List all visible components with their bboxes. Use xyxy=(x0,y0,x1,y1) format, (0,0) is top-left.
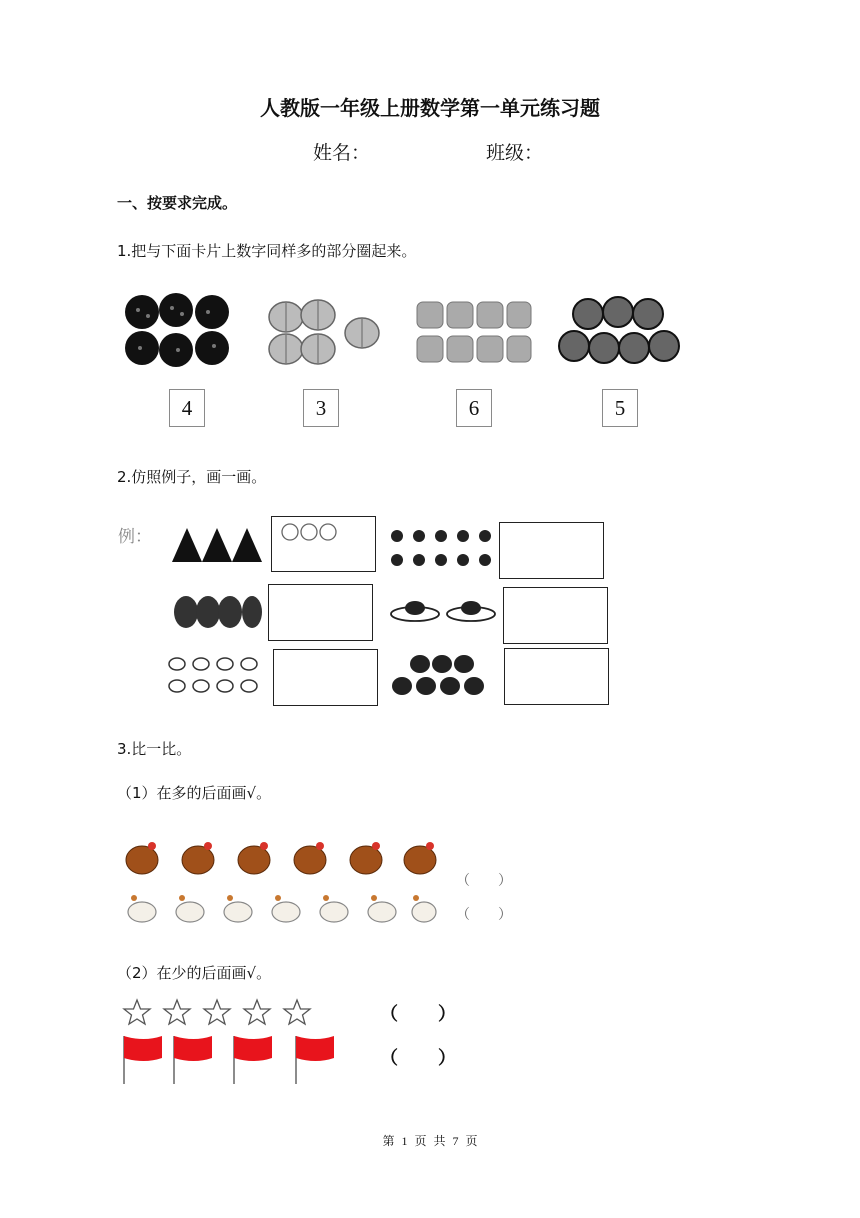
squirrel-group-image xyxy=(389,528,493,572)
star-row-image xyxy=(122,998,314,1028)
kiwi-group-image xyxy=(558,294,684,368)
answer-box[interactable] xyxy=(273,649,378,706)
duck-group-image xyxy=(165,652,265,696)
footer-di: 第 xyxy=(382,1134,395,1148)
answer-box[interactable] xyxy=(504,648,609,705)
footer-total-pages: 7 xyxy=(452,1134,459,1148)
answer-box[interactable] xyxy=(499,522,604,579)
name-label: 姓名： xyxy=(313,142,371,164)
pumpkin-dark-group-image xyxy=(390,654,498,696)
question-3-1: （1）在多的后面画√。 xyxy=(117,784,272,802)
answer-paren-open: （ xyxy=(456,874,470,889)
page-title: 人教版一年级上册数学第一单元练习题 xyxy=(260,96,600,120)
answer-box[interactable] xyxy=(503,587,608,644)
page-footer xyxy=(0,1132,860,1149)
footer-page-number: 1 xyxy=(401,1134,408,1148)
answer-paren-open: （ xyxy=(380,1048,398,1068)
number-card: 4 xyxy=(169,389,205,427)
footer-gong: 共 xyxy=(433,1134,446,1148)
answer-paren-close: ） xyxy=(438,1048,456,1068)
footer-ye: 页 xyxy=(414,1134,427,1148)
class-label: 班级： xyxy=(486,142,544,164)
answer-paren-close: ） xyxy=(498,908,512,923)
question-3: 3.比一比。 xyxy=(117,740,192,758)
example-answer-box xyxy=(271,516,376,572)
section-heading: 一、按要求完成。 xyxy=(117,194,238,212)
goose-row-image xyxy=(122,888,438,928)
answer-paren-close: ） xyxy=(498,874,512,889)
number-card: 6 xyxy=(456,389,492,427)
question-3-2: （2）在少的后面画√。 xyxy=(117,964,272,982)
flag-row-image xyxy=(122,1034,338,1086)
question-1: 1.把与下面卡片上数字同样多的部分圈起来。 xyxy=(117,242,417,260)
rooster-row-image xyxy=(122,838,438,882)
hat-group-image xyxy=(389,596,499,628)
pumpkin-group-image xyxy=(266,293,386,369)
example-label: 例： xyxy=(118,527,152,547)
answer-box[interactable] xyxy=(268,584,373,641)
strawberry-group-image xyxy=(120,290,235,372)
answer-paren-open: （ xyxy=(380,1004,398,1024)
answer-paren-close: ） xyxy=(438,1004,456,1024)
question-2: 2.仿照例子，画一画。 xyxy=(117,468,267,486)
number-card: 5 xyxy=(602,389,638,427)
pinecone-group-image xyxy=(172,590,262,630)
pineapple-group-image xyxy=(413,294,533,370)
tree-group-image xyxy=(172,528,264,564)
number-card: 3 xyxy=(303,389,339,427)
answer-paren-open: （ xyxy=(456,908,470,923)
circles-image xyxy=(280,522,340,544)
footer-ye: 页 xyxy=(465,1134,478,1148)
